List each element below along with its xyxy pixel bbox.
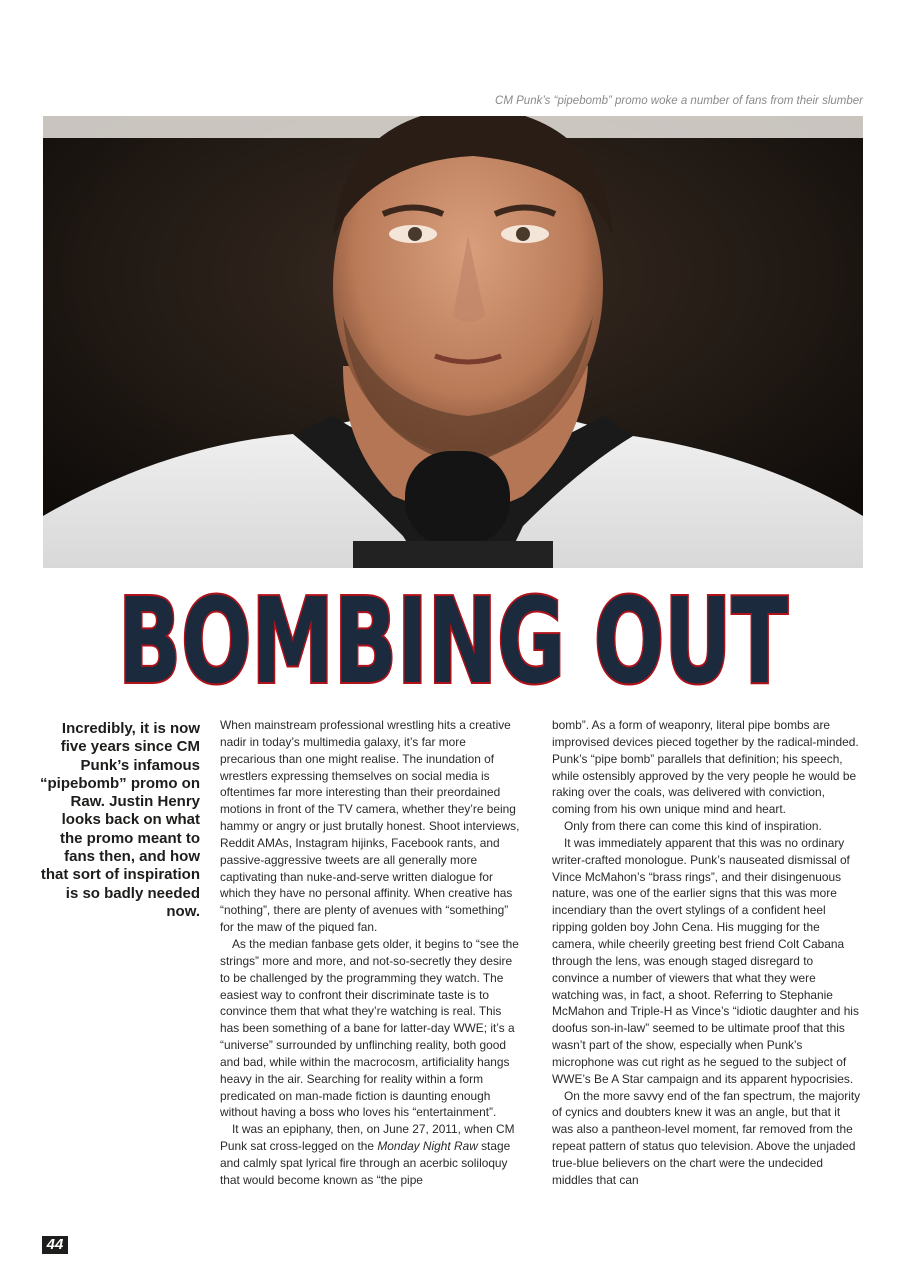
show-title: Monday Night Raw	[377, 1139, 478, 1154]
page-number: 44	[42, 1236, 68, 1254]
photo-caption: CM Punk’s “pipebomb” promo woke a number of fans from their slumber	[495, 95, 863, 107]
standfirst-lead: Incredibly, it is now five years since CM Punk’s infamous “pipebomb” promo on Raw.	[40, 720, 200, 811]
paragraph: It was immediately apparent that this was no ordinary writer-crafted monologue. Punk’s nauseated dismissal of Vince McMahon’s “brass rings”, and their disingenuous nature, was one of the earlier signs that this was more incendiary than the overt stylings of a confident heel ripping golden boy John Cena. His mugging for the camera, while cheerily greeting best friend Colt Cabana through the lens, was enough staged disregard to convince a number of viewers that what they were watching was, in fact, a shoot. Referring to Stephanie McMahon and Triple-H as Vince’s “idiotic daughter and his doofus son-in-law” seemed to be ultimate proof that this wasn’t part of the show, especially when Punk’s microphone was cut right as he segued to the subject of WWE’s Be A Star campaign and its apparent hypocrisies.	[552, 835, 859, 1086]
paragraph: bomb”. As a form of weaponry, literal pipe bombs are improvised devices pieced together by the radical-minded. Punk’s “pipe bomb” parallels that definition; his speech, while ostensibly approved by the very people he would be raking over the coals, was delivered with conviction, coming from his own unique mind and heart.	[552, 718, 859, 817]
body-column-1	[220, 717, 522, 1189]
standfirst-rest: looks back on what the promo meant to fans then, and how that sort of inspiration is so badly needed now.	[40, 811, 200, 920]
body-column-2	[552, 717, 862, 1189]
paragraph-text: stage and calmly spat lyrical fire through an acerbic soliloquy that would become known as “the pipe	[220, 1139, 511, 1187]
paragraph: On the more savvy end of the fan spectrum, the majority of cynics and doubters knew it was an angle, but that it was also a pantheon-level moment, far removed from the repeat pattern of status quo television. Above the unjaded true-blue believers on the chart were the undecided middles that can	[552, 1088, 861, 1187]
paragraph	[220, 1121, 522, 1188]
standfirst	[40, 720, 200, 921]
wrestler-portrait-illustration	[43, 116, 863, 568]
headline	[113, 582, 793, 694]
headline-text: BOMBING OUT	[118, 582, 788, 694]
paragraph-text: It was an epiphany, then, on June 27, 2011, when CM Punk sat cross-legged on the	[220, 1122, 515, 1154]
standfirst-author: Justin Henry	[109, 793, 200, 811]
paragraph: When mainstream professional wrestling hits a creative nadir in today’s multimedia galaxy, it’s far more precarious than one might realise. The inundation of wrestlers expressing themselves on social media is oftentimes far more interesting than their preordained motions in front of the TV camera, whether they’re being hammy or angry or just brutally honest. Shoot interviews, Reddit AMAs, Instagram hijinks, Facebook rants, and passive-aggressive tweets are all generally more captivating than nuke-and-serve written dialogue for which they have no personal affinity. When creative has “nothing”, there are plenty of avenues with “something” for the maw of the piqued fan.	[220, 718, 520, 935]
paragraph: Only from there can come this kind of inspiration.	[564, 819, 822, 834]
paragraph: As the median fanbase gets older, it begins to “see the strings” more and more, and not-so-secretly they desire to be challenged by the programming they watch. The easiest way to confront their discriminate taste is to convince them that what they’re watching is real. This has been something of a bane for latter-day WWE; it’s a “universe” surrounded by unflinching reality, both good and bad, while within the macrocosm, artificiality hangs heavy in the air. Searching for reality within a form predicated on man-made fiction is daunting enough without having a boss who loves his “entertainment”.	[220, 936, 519, 1120]
hero-photo	[43, 116, 863, 568]
